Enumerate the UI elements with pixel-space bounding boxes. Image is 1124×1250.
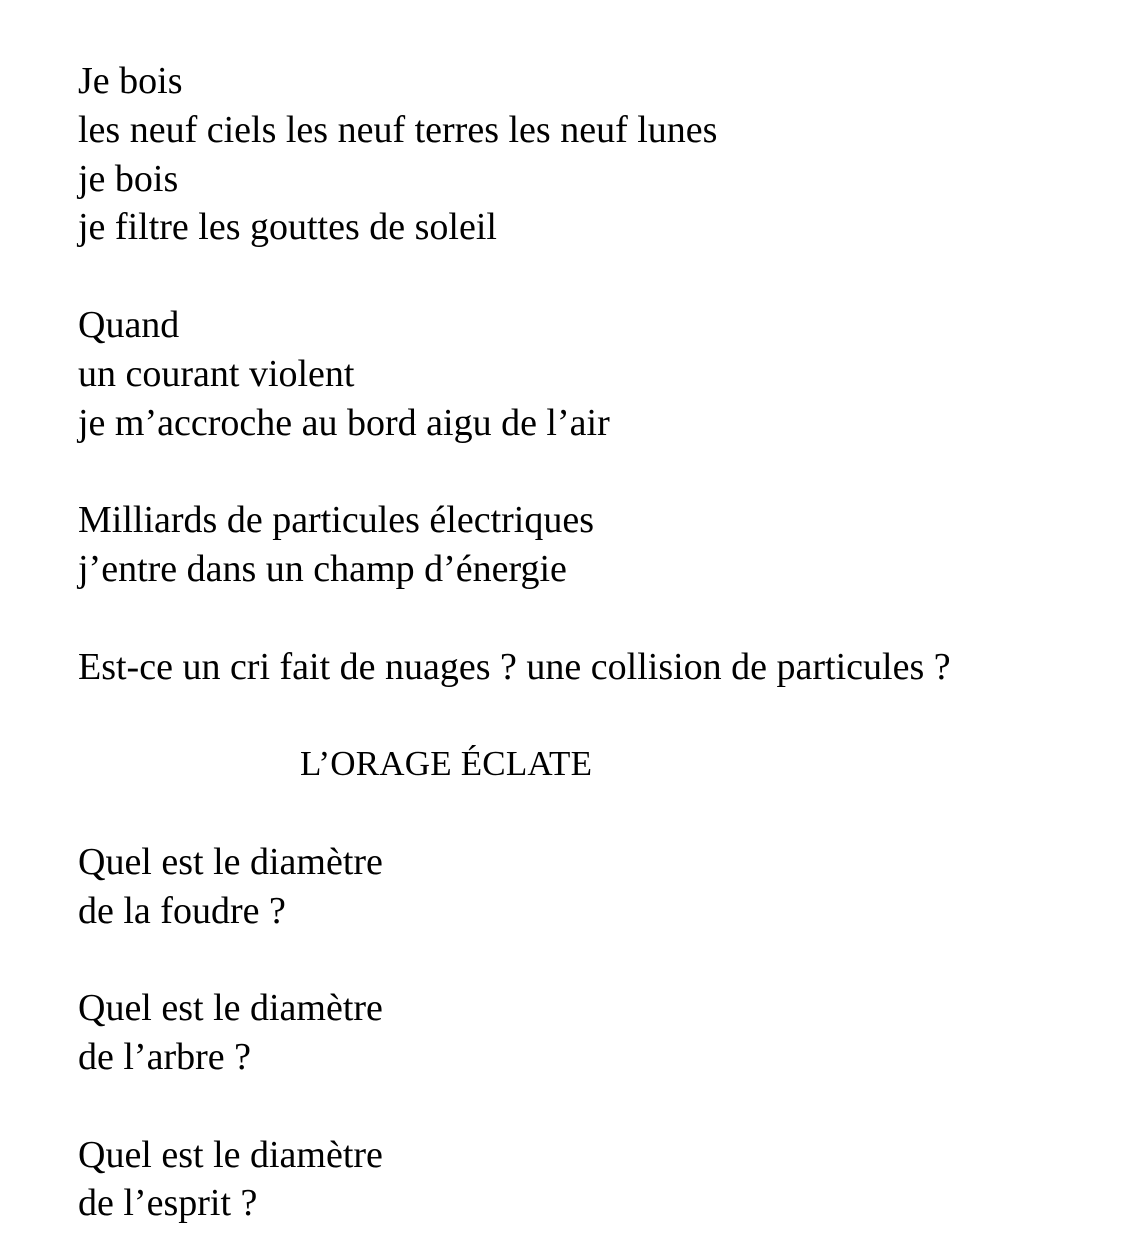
poem-line: Quel est le diamètre (78, 987, 383, 1030)
poem-line: je filtre les gouttes de soleil (78, 206, 497, 249)
poem-line: de l’arbre ? (78, 1035, 251, 1078)
poem-line: de l’esprit ? (78, 1182, 258, 1225)
poem-line: Milliards de particules électriques (78, 499, 594, 542)
poem-line: de la foudre ? (78, 889, 286, 932)
poem-line: Est-ce un cri fait de nuages ? une collision de particules ? (78, 645, 951, 688)
stanza-1 (78, 57, 1078, 252)
poem-line: Quand (78, 303, 180, 346)
stanza-6 (78, 984, 1078, 1082)
section-heading: L’ORAGE ÉCLATE (300, 744, 593, 784)
stanza-2 (78, 301, 1078, 447)
heading-block (78, 740, 1078, 789)
stanza-7 (78, 1131, 1078, 1229)
poem-line: un courant violent (78, 352, 355, 395)
poem-line: Quel est le diamètre (78, 840, 383, 883)
poem-line: les neuf ciels les neuf terres les neuf lunes (78, 108, 718, 151)
poem-line: je m’accroche au bord aigu de l’air (78, 401, 610, 444)
poem-line: Quel est le diamètre (78, 1133, 383, 1176)
poem-line: j’entre dans un champ d’énergie (78, 547, 567, 590)
stanza-4 (78, 643, 1078, 692)
stanza-3 (78, 496, 1078, 594)
stanza-5 (78, 838, 1078, 936)
poem-line: je bois (78, 157, 179, 200)
poem-line: Je bois (78, 60, 183, 102)
poem-page (78, 57, 1078, 1228)
